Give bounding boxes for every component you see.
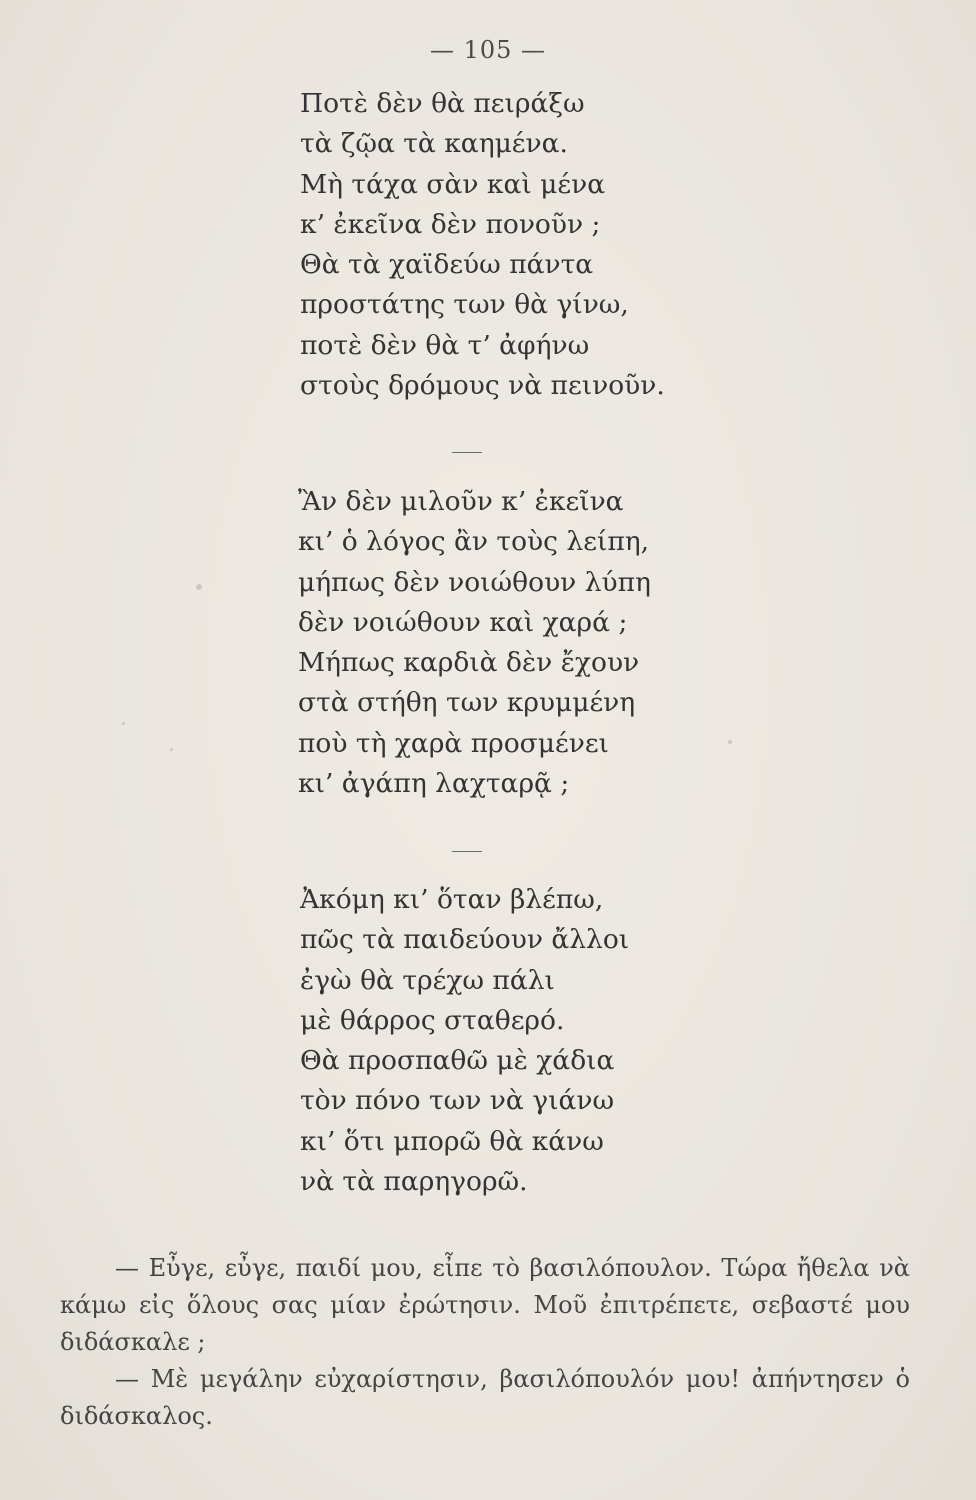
prose-paragraph: — Μὲ μεγάλην εὐχαρίστησιν, βασιλόπουλόν μου! ἀπήντησεν ὁ διδάσκαλος.: [60, 1365, 910, 1430]
poem-line: πῶς τὰ παιδεύουν ἄλλοι: [300, 924, 630, 956]
poem-line: κ’ ἐκεῖνα δὲν πονοῦν ;: [300, 208, 601, 240]
poem-line: κι’ ἀγάπη λαχταρᾷ ;: [298, 768, 570, 800]
poem-line: μὲ θάρρος σταθερό.: [300, 1004, 565, 1036]
poem-line: στοὺς δρόμους νὰ πεινοῦν.: [300, 370, 665, 402]
poem-line: στὰ στήθη των κρυμμένη: [298, 687, 636, 719]
poem-stanza-3: [300, 880, 629, 1202]
poem-line: προστάτης των θὰ γίνω,: [300, 289, 629, 321]
paper-speck: [170, 748, 173, 751]
poem-line: δὲν νοιώθουν καὶ χαρά ;: [298, 606, 628, 638]
paper-speck: [122, 722, 125, 725]
stanza-divider: [452, 851, 482, 852]
poem-line: κι’ ὅτι μπορῶ θὰ κάνω: [300, 1125, 604, 1157]
poem-line: Μήπως καρδιὰ δὲν ἔχουν: [298, 647, 640, 679]
poem-line: νὰ τὰ παρηγορῶ.: [300, 1166, 528, 1198]
poem-line: Ποτὲ δὲν θὰ πειράξω: [300, 88, 585, 119]
poem-line: ποτὲ δὲν θὰ τ’ ἀφήνω: [300, 329, 590, 361]
poem-line: Ἀκόμη κι’ ὅταν βλέπω,: [300, 884, 604, 915]
poem-line: τὸν πόνο των νὰ γιάνω: [300, 1085, 615, 1117]
poem-stanza-2: [298, 482, 651, 804]
prose-paragraph: — Εὖγε, εὖγε, παιδί μου, εἶπε τὸ βασιλόπουλον. Τώρα ἤθελα νὰ κάμω εἰς ὅλους σας μίαν ἐρώτησιν. Μοῦ ἐπιτρέπετε, σεβαστέ μου διδάσκαλε ;: [60, 1254, 910, 1356]
poem-line: Ἂν δὲν μιλοῦν κ’ ἐκεῖνα: [298, 486, 624, 517]
poem-line: μήπως δὲν νοιώθουν λύπη: [298, 566, 651, 598]
poem-line: κι’ ὁ λόγος ἂν τοὺς λείπη,: [298, 526, 650, 558]
prose-dialogue: [60, 1250, 910, 1435]
paper-speck: [196, 584, 202, 590]
page-number: — 105 —: [429, 36, 547, 64]
poem-line: τὰ ζῷα τὰ καημένα.: [300, 128, 568, 160]
poem-line: Μὴ τάχα σὰν καὶ μένα: [300, 168, 606, 200]
poem-stanza-1: [300, 84, 665, 406]
stanza-divider: [452, 452, 482, 453]
poem-line: Θὰ προσπαθῶ μὲ χάδια: [300, 1045, 615, 1077]
poem-line: ἐγὼ θὰ τρέχω πάλι: [300, 964, 555, 996]
poem-line: ποὺ τὴ χαρὰ προσμένει: [298, 727, 609, 759]
poem-line: Θὰ τὰ χαϊδεύω πάντα: [300, 249, 594, 281]
paper-speck: [728, 740, 732, 744]
